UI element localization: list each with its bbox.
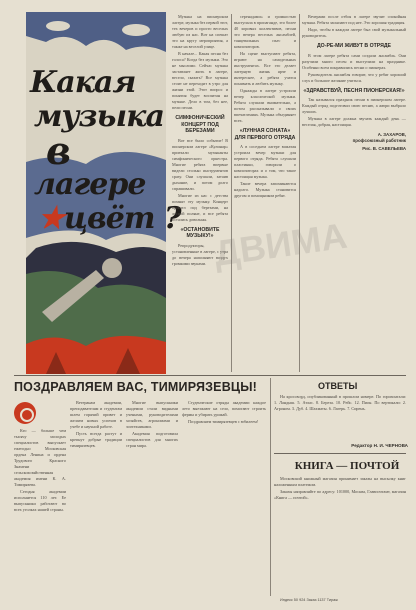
paragraph: Многие выпускники академии стали видными учеными, руководителями хозяйств, агрономами и зоотехниками. xyxy=(126,400,178,429)
books-heading: КНИГА — ПОЧТОЙ xyxy=(294,460,400,472)
paragraph: Академия подготовила специалистов для многих стран мира. xyxy=(126,431,178,448)
subheading: ДО-РЕ-МИ ЖИВУТ В ОТРЯДЕ xyxy=(316,43,391,49)
headline-line-3: в xyxy=(46,128,71,173)
paragraph: Поздравляем тимирязевцев с юбилеем! xyxy=(188,419,259,424)
paragraph: Руководитель ансамбля говорит, что у ребят хороший слух и большое желание учиться. xyxy=(302,71,406,83)
poster-illustration xyxy=(26,12,181,374)
paragraph: Студенческие отряды академии каждое лето выезжают на село, помогают строить фермы и убирать урожай. xyxy=(182,400,266,417)
headline-line-5 xyxy=(30,202,180,236)
paragraph: Так назывался праздник песни в пионерском лагере. Каждый отряд подготовил свою песню, а жюри выбрало лучших. xyxy=(302,97,406,114)
subheading: «ОСТАНОВИТЕ МУЗЫКУ!» xyxy=(180,226,220,239)
subheading: СИМФОНИЧЕСКИЙ КОНЦЕРТ ПОД БЕРЕЗАМИ xyxy=(175,115,225,134)
academy-emblem-icon xyxy=(14,402,36,424)
paragraph: Вот все было событие! В пионерском лагере «Кулинар» приехали музыканты симфонического оркестра. Многие ребята впервые видели столько инструментов сразу. Они слушали, затаив дыхание, и потом долго спрашивали. xyxy=(172,137,228,191)
paragraph: Однажды в лагере устроили вечер классической музыки. Ребята слушали внимательно, а потом рассказывали о своих впечатлениях. Музыка объединяет всех. xyxy=(234,88,296,123)
article-column-2 xyxy=(234,14,296,374)
author-signature: А. ЗАХАРОВ, профсоюзный работник xyxy=(352,132,406,143)
column-divider xyxy=(270,378,271,596)
headline-line-1: Какая xyxy=(30,65,136,100)
paragraph: На сцене выступают ребята, играют на самодельных инструментах. Все это делает лагерную жизнь ярче и интереснее, а ребята учатся понимать и любить музыку. xyxy=(234,51,296,86)
red-star-icon: ★ xyxy=(38,201,64,236)
paragraph: Многие из нас с детства помнят эту музыку. Концерт прошел под березами, на лесной поляне, и все ребята остались довольны. xyxy=(172,192,228,222)
headline-line-5-text: цвёт ? xyxy=(63,201,181,236)
paragraph: Заказы направляйте по адресу: 101000, Москва, Главпочтамт, магазин «Книга — почтой». xyxy=(274,489,406,500)
paragraph: Вечерами после отбоя в лагере звучит спокойная музыка. Ребята засыпают под нее. Это хорошая традиция. xyxy=(302,14,406,25)
paragraph: На кроссворд, опубликованный в прошлом номере. По горизонтали: 1. Ландыш. 5. Атлас. 8. Береза. 10. Рейс. 12. Пион. По вертикали: 2. Агроном. 3. Дуб. 4. Шахматы. 6. Лагерь. 7. Сирень. xyxy=(274,394,406,411)
article-column-1 xyxy=(172,14,228,374)
paragraph: Надо, чтобы в каждом лагере был свой музыкальный руководитель. xyxy=(302,27,406,38)
congrats-column-2 xyxy=(70,400,122,594)
congrats-column-3 xyxy=(126,400,178,594)
paragraph: В начале... Какая песня без голоса? Когда без музыки. Это не мыслимо. Сейчас музыка заставляет жить в лагере, весело, сказать? Все музыка стоит не переходит в утро для жизни этой. Этот вопрос и понятия будет воспитан на музыке. Дело в том, без нее, пели песни. xyxy=(172,51,228,110)
paragraph: Московский книжный магазин принимает заказы на высылку книг наложенным платежом. xyxy=(274,476,406,487)
congrats-column-1 xyxy=(14,428,66,594)
subheading: «ЛУННАЯ СОНАТА» ДЛЯ ПЕРВОГО ОТРЯДА xyxy=(234,128,296,141)
paragraph: Музыка на пионерском лагере, музыка без первой этот, тех вечеров и просто веселых любую из нас. Вот на спешат это на кругу мероприятия, а также на веселой улице. xyxy=(172,14,228,49)
editor-credit: Редактор Н. И. ЧЕРНОВА xyxy=(351,443,408,448)
paragraph: Ветеранам академии, преподавателям и студентам шлем горячий привет и желаем новых успехов в учебе и научной работе. xyxy=(70,400,122,429)
column-divider xyxy=(299,14,300,372)
paragraph: Такие вечера запоминаются надолго. Музыка становится другом и помощником ребят. xyxy=(234,181,296,198)
artist-credit: Рис. В. САВЕЛЬЕВА xyxy=(362,146,406,151)
print-footer: Индекс 50 924 Заказ 1137 Тираж xyxy=(280,598,338,602)
answers-heading: ОТВЕТЫ xyxy=(318,381,358,391)
paragraph: Музыка в лагере должна звучать каждый день — веселая, добрая, настоящая. xyxy=(302,116,406,127)
poster-headline xyxy=(30,66,180,236)
paragraph: Репродукторы, установленные в лагере, с утра до вечера наполняют воздух громкими звуками. xyxy=(172,242,228,266)
watermark: ДВИМА xyxy=(211,214,350,274)
congrats-headline: ПОЗДРАВЛЯЕМ ВАС, ТИМИРЯЗЕВЦЫ! xyxy=(14,380,258,394)
subheading: «ЗДРАВСТВУЙ, ПЕСНЯ ПИОНЕРСКАЯ!» xyxy=(303,87,405,94)
answers-text xyxy=(274,394,406,442)
books-text xyxy=(274,476,406,594)
paragraph: серенадами» и громкостью выступала в пропаганде, это более 40 хоровых коллективов, песни это вечера веселых ансамблей, танцевальных пьес и композиторов. xyxy=(234,14,296,49)
congrats-column-4 xyxy=(182,400,266,594)
paragraph: Кто — больше чем тысячу молодых специалистов выпускает ежегодно Московская ордена Ленина и ордена Трудового Красного Знамени сельскохозяйственная академия имени К. А. Тимирязева. xyxy=(14,428,66,487)
headline-line-2: музыка xyxy=(34,99,164,134)
section-divider xyxy=(274,453,406,454)
column-divider xyxy=(231,14,232,372)
paragraph: Пусть всегда растут и крепнут добрые традиции тимирязевцев. xyxy=(70,431,122,448)
headline-line-4: лагере xyxy=(34,167,146,202)
paragraph: В этом лагере ребята сами создали ансамбль. Они разучили много песен и выступили на празднике. Особенно всем понравились песни о пионерах. xyxy=(302,52,406,70)
article-column-3 xyxy=(302,14,406,370)
paragraph: Сегодня академии исполняется 110 лет. Ее выпускники работают во всех уголках нашей страны. xyxy=(14,489,66,512)
section-divider xyxy=(14,375,406,376)
paragraph: А в соседнем лагере вожатая устроила вечер музыки для первого отряда. Ребята слушали пластинки, говорили о композиторах и о том, что такое настоящая музыка. xyxy=(234,144,296,179)
